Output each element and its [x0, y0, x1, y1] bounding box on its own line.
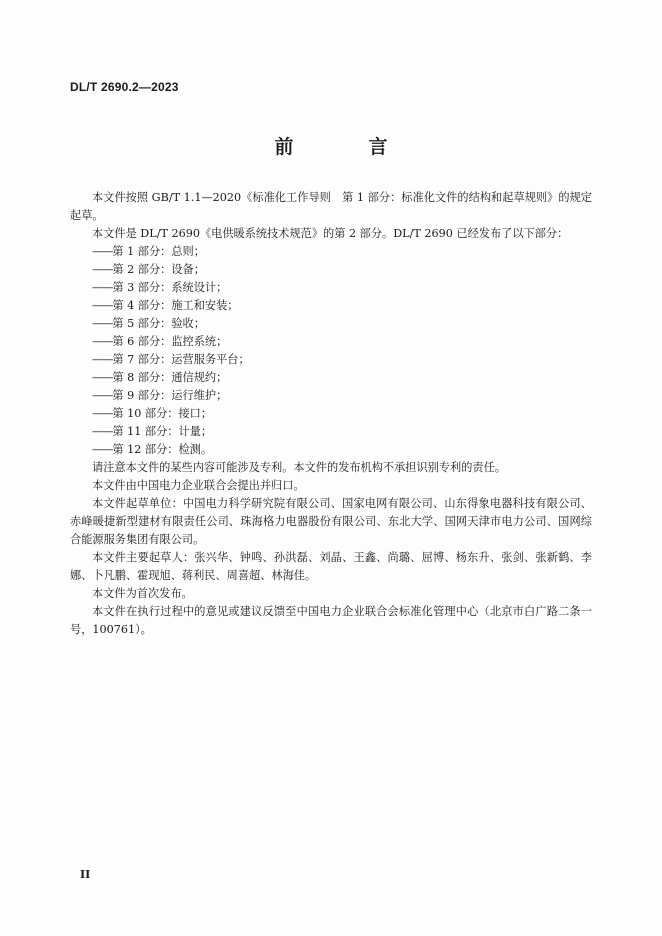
- list-item-text: 第 4 部分：施工和安装；: [112, 299, 239, 312]
- list-item-text: 第 7 部分：运营服务平台；: [112, 353, 250, 366]
- foreword-body: [70, 189, 592, 639]
- dash-prefix: ——: [92, 299, 113, 312]
- list-item: [70, 369, 592, 387]
- list-item: [70, 423, 592, 441]
- page-number: II: [80, 868, 91, 881]
- dash-prefix: ——: [92, 443, 113, 456]
- list-item-text: 第 11 部分：计量；: [112, 425, 213, 438]
- paragraph-first-release: 本文件为首次发布。: [92, 587, 193, 600]
- paragraph-patent-notice: 请注意本文件的某些内容可能涉及专利。本文件的发布机构不承担识别专利的责任。: [92, 461, 506, 474]
- dash-prefix: ——: [92, 353, 113, 366]
- dash-prefix: ——: [92, 335, 113, 348]
- list-item-text: 第 10 部分：接口；: [112, 407, 213, 420]
- dash-prefix: ——: [92, 407, 113, 420]
- list-item-text: 第 8 部分：通信规约；: [112, 371, 228, 384]
- list-item: [70, 351, 592, 369]
- paragraph-drafting-units: 本文件起草单位：中国电力科学研究院有限公司、国家电网有限公司、山东得象电器科技有限公司、赤峰暖捷新型建材有限责任公司、珠海格力电器股份有限公司、东北大学、国网天津市电力公司、国网综合能源服务集团有限公司。: [70, 497, 592, 546]
- dash-prefix: ——: [92, 263, 113, 276]
- list-item-text: 第 6 部分：监控系统；: [112, 335, 228, 348]
- list-item-text: 第 5 部分：验收；: [112, 317, 205, 330]
- list-item: [70, 243, 592, 261]
- list-item-text: 第 2 部分：设备；: [112, 263, 205, 276]
- list-item: [70, 315, 592, 333]
- list-item: [70, 297, 592, 315]
- dash-prefix: ——: [92, 317, 113, 330]
- dash-prefix: ——: [92, 371, 113, 384]
- list-item-text: 第 9 部分：运行维护；: [112, 389, 228, 402]
- dash-prefix: ——: [92, 281, 113, 294]
- list-item: [70, 441, 592, 459]
- list-item: [70, 387, 592, 405]
- paragraph-series-intro: 本文件是 DL/T 2690《电供暖系统技术规范》的第 2 部分。DL/T 2690 已经发布了以下部分：: [92, 227, 569, 240]
- standard-code: DL/T 2690.2—2023: [70, 80, 179, 94]
- list-item: [70, 333, 592, 351]
- list-item: [70, 405, 592, 423]
- list-item-text: 第 12 部分：检测。: [112, 443, 213, 456]
- paragraph-proposer: 本文件由中国电力企业联合会提出并归口。: [92, 479, 305, 492]
- paragraph-feedback: 本文件在执行过程中的意见或建议反馈至中国电力企业联合会标准化管理中心（北京市白广路二条一号，100761）。: [70, 605, 592, 636]
- parts-list: [70, 243, 592, 459]
- list-item-text: 第 3 部分：系统设计；: [112, 281, 228, 294]
- list-item: [70, 279, 592, 297]
- paragraph-drafting-rules: 本文件按照 GB/T 1.1—2020《标准化工作导则 第 1 部分：标准化文件的结构和起草规则》的规定起草。: [70, 191, 592, 222]
- dash-prefix: ——: [92, 425, 113, 438]
- paragraph-drafters: 本文件主要起草人：张兴华、钟鸣、孙洪磊、刘晶、王鑫、尚璐、屈博、杨东升、张剑、张新鹤、李娜、卜凡鹏、霍现旭、蒋利民、周喜超、林海佳。: [70, 551, 592, 582]
- page-title: 前 言: [274, 136, 416, 158]
- dash-prefix: ——: [92, 245, 113, 258]
- list-item: [70, 261, 592, 279]
- list-item-text: 第 1 部分：总则；: [112, 245, 205, 258]
- dash-prefix: ——: [92, 389, 113, 402]
